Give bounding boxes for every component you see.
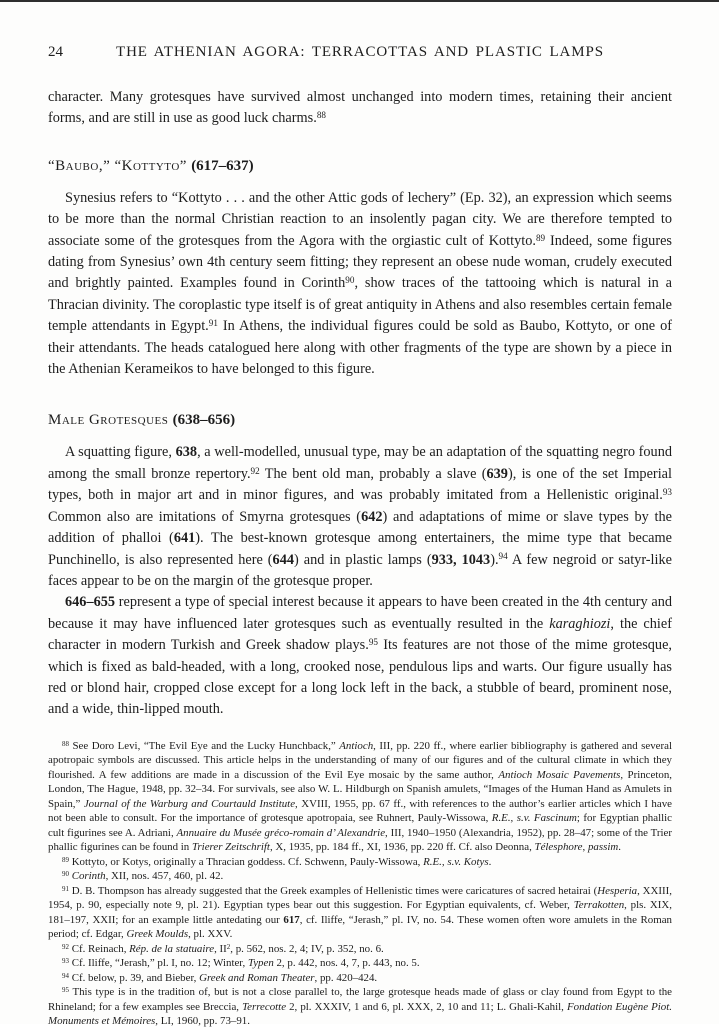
footnote-94: $^{94}$ Cf. below, p. 39, and Bieber, Greek and Roman Theater, pp. 420–424.: [62, 971, 378, 984]
footnote-91: $^{91}$ D. B. Thompson has already suggested that the Greek examples of Hellenistic times were caricatures of sacred hetairai (Hesperia, XXIII, 1954, p. 90, especially note 9, pl. 21). Egyptian types bear out this suggestion. For Egyptian equivalents, cf. Weber, Terrakotten, pls. XIX, 181–197, XXII; for an example little antedating our 617, cf. Iliffe, “Jerash,” pl. IV, no. 54. These women often wore amulets in the Roman period; cf. Edgar, Greek Moulds, pl. XXV.: [48, 884, 672, 941]
running-title: THE ATHENIAN AGORA: TERRACOTTAS AND PLASTIC LAMPS: [116, 44, 604, 60]
footnotes-section: [48, 739, 672, 1029]
footnote-93: $^{93}$ Cf. Iliffe, “Jerash,” pl. I, no. 12; Winter, Typen 2, p. 442, nos. 4, 7, p. 443, no. 5.: [62, 957, 420, 970]
page-header: [48, 0, 672, 62]
footnote-95: $^{95}$ This type is in the tradition of, but is not a close parallel to, the large grotesque heads made of glass or clay found from Egypt to the Rhineland; for a few examples see Breccia, Terrecotte 2, pl. XXXIV, 1 and 6, pl. XXX, 2, 10 and 11; L. Ghali-Kahil, Fondation Eugène Piot. Monuments et Mémoires, LI, 1960, pp. 73–91.: [48, 986, 672, 1028]
footnote-89: $^{89}$ Kottyto, or Kotys, originally a Thracian goddess. Cf. Schwenn, Pauly-Wissowa, R.E., s.v. Kotys.: [62, 855, 492, 868]
footnote-88: $^{88}$ See Doro Levi, “The Evil Eye and the Lucky Hunchback,” Antioch, III, pp. 220 ff., where earlier bibliography is gathered and several apotropaic symbols are discussed. This article helps in the understanding of many of our figures and of the cultural climate in which they flourished. A few additions are made in a discussion of the Evil Eye mosaic by the same author, Antioch Mosaic Pavements, Princeton, London, The Hague, 1948, pp. 32–34. For survivals, see also W. L. Hildburgh on Spanish amulets, “Images of the Human Hand as Amulets in Spain,” Journal of the Warburg and Courtauld Institute, XVIII, 1955, pp. 67 ff., with references to the author’s earlier articles which I have not been able to consult. For the importance of grotesque apotropaia, see Ruhnert, Pauly-Wissowa, R.E., s.v. Fascinum; for Egyptian phallic cult figurines see A. Adriani, Annuaire du Musée gréco-romain d’ Alexandrie, III, 1940–1950 (Alexandria, 1952), pp. 28–47; some of the Trier phallic figurines can be found in Trierer Zeitschrift, X, 1935, pp. 184 ff., XI, 1936, pp. 220 ff. Cf. also Deonna, Télesphore, passim.: [48, 739, 673, 854]
paragraph-synesius: Synesius refers to “Kottyto . . . and the other Attic gods of lechery” (Ep. 32), an expression which seems to be more than the normal Christian reaction to an insolently pagan city. We are therefore tempted to associate some of the grotesques from the Agora with the orgiastic cult of Kottyto.$^{89}$ Indeed, some figures dating from Synesius’ own 4th century seem fitting; they represent an obese nude woman, crudely executed and brightly painted. Examples found in Corinth$^{90}$, show traces of the tattooing which is natural in a Thracian divinity. The coroplastic type itself is of great antiquity in Athens and also resembles certain female temple attendants in Egypt.$^{91}$ In Athens, the individual figures could be sold as Baubo, Kottyto, or one of their attendants. The heads catalogued here along with other fragments of the type are shown by a piece in the Athenian Kerameikos to have belonged to this figure.: [48, 189, 672, 378]
section-heading-male-grotesques: Male Grotesques (638–656): [48, 412, 236, 429]
section-heading-baubo-kottyto: “Baubo,” “Kottyto” (617–637): [48, 157, 254, 174]
paragraph-squatting-figure: A squatting figure, 638, a well-modelled, unusual type, may be an adaptation of the squatting negro found among the small bronze repertory.$^{92}$ The bent old man, probably a slave (639), is one of the set Imperial types, both in major art and in minor figures, and was probably imitated from a Hellenistic original.$^{93}$ Common also are imitations of Smyrna grotesques (642) and adaptations of mime or slave types by the addition of phalloi (641). The best-known grotesque among entertainers, the mime type that became Punchinello, is also represented here (644) and in plastic lamps (933, 1043).$^{94}$ A few negroid or satyr-like faces appear to be on the margin of the grotesque proper.: [48, 444, 673, 589]
paragraph-continuation: character. Many grotesques have survived almost unchanged into modern times, retaining their ancient forms, and are still in use as good luck charms.$^{88}$: [48, 89, 672, 127]
footnote-90: $^{90}$ Corinth, XII, nos. 457, 460, pl. 42.: [62, 870, 224, 883]
page-number: 24: [48, 44, 63, 60]
paragraph-646-655: 646–655 represent a type of special interest because it appears to have been created in the 4th century and because it may have influenced later grotesques such as eventually resulted in the karaghiozi, the chief character in modern Turkish and Greek shadow plays.$^{95}$ Its features are not those of the mime grotesque, which is fixed as bald-headed, with a long, crooked nose, pendulous lips and warts. Our figure usually has red or blond hair, cropped close except for a long lock left in the back, a stubble of beard, prominent nose, and a wide, thin-lipped mouth.: [48, 594, 673, 718]
footnote-92: $^{92}$ Cf. Reinach, Rép. de la statuaire, $II^2$, p. 562, nos. 2, 4; IV, p. 352, no. 6.: [62, 942, 384, 955]
